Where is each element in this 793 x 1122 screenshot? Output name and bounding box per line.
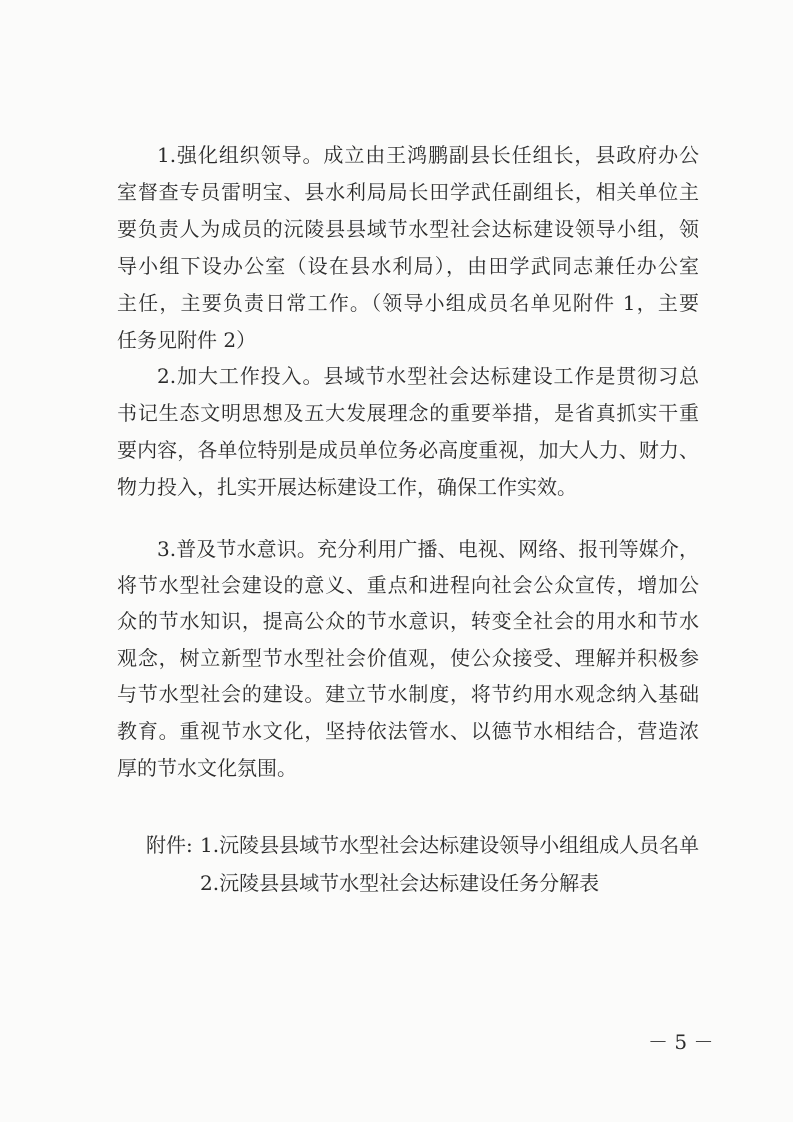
paragraph-3-line: 观念，树立新型节水型社会价值观，使公众接受、理解并积极参 xyxy=(117,646,699,670)
attachment-item: 1.沅陵县县域节水型社会达标建设领导小组组成人员名单 xyxy=(200,833,700,857)
paragraph-1-line: 1.强化组织领导。成立由王鸿鹏副县长任组长，县政府办公 xyxy=(157,143,699,167)
paragraph-3-line: 3.普及节水意识。充分利用广播、电视、网络、报刊等媒介， xyxy=(157,537,699,561)
paragraph-3-line: 将节水型社会建设的意义、重点和进程向社会公众宣传，增加公 xyxy=(117,573,699,597)
paragraph-2-line: 书记生态文明思想及五大发展理念的重要举措，是省真抓实干重 xyxy=(117,401,699,425)
paragraph-3-line: 众的节水知识，提高公众的节水意识，转变全社会的用水和节水 xyxy=(117,609,699,633)
paragraph-3-line: 厚的节水文化氛围。 xyxy=(117,756,297,780)
paragraph-1-line: 导小组下设办公室（设在县水利局），由田学武同志兼任办公室 xyxy=(117,254,699,278)
paragraph-3-line: 与节水型社会的建设。建立节水制度，将节约用水观念纳入基础 xyxy=(117,682,699,706)
paragraph-2-line: 要内容，各单位特别是成员单位务必高度重视，加大人力、财力、 xyxy=(117,438,699,462)
attachments-label: 附件: xyxy=(146,833,193,857)
page-number: － 5 － xyxy=(648,1030,714,1054)
paragraph-2-line: 2.加大工作投入。县域节水型社会达标建设工作是贯彻习总 xyxy=(157,364,699,388)
paragraph-3-line: 教育。重视节水文化，坚持依法管水、以德节水相结合，营造浓 xyxy=(117,719,699,743)
paragraph-1-line: 任务见附件 2） xyxy=(117,328,257,352)
paragraph-1-line: 要负责人为成员的沅陵县县域节水型社会达标建设领导小组，领 xyxy=(117,217,699,241)
paragraph-1-line: 室督查专员雷明宝、县水利局局长田学武任副组长，相关单位主 xyxy=(117,180,699,204)
attachment-item: 2.沅陵县县域节水型社会达标建设任务分解表 xyxy=(200,871,600,895)
paragraph-2-line: 物力投入，扎实开展达标建设工作，确保工作实效。 xyxy=(117,475,577,499)
paragraph-1-line: 主任，主要负责日常工作。（领导小组成员名单见附件 1，主要 xyxy=(117,291,699,315)
